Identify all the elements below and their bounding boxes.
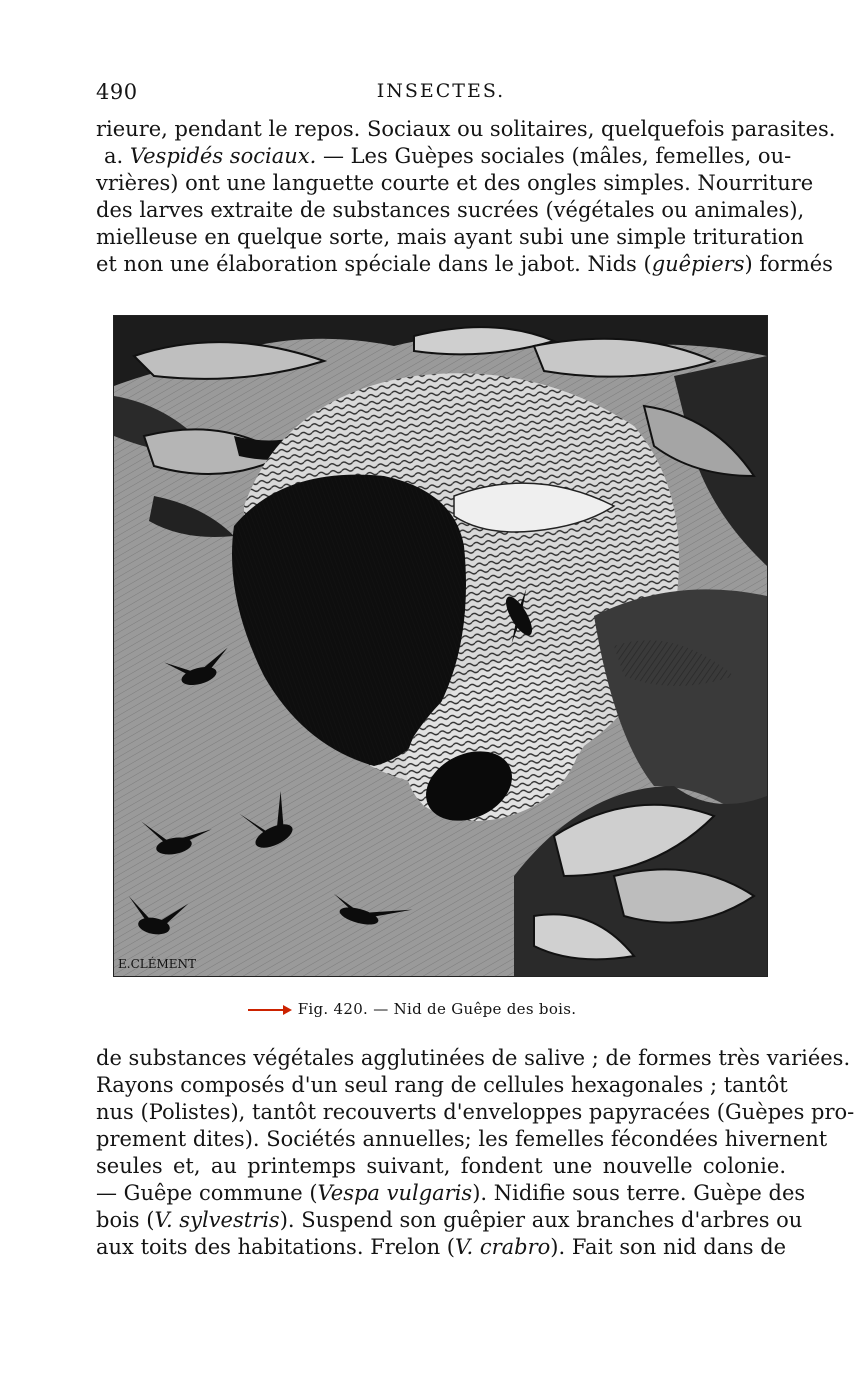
italic-term: guêpiers	[651, 252, 745, 276]
italic-term: V. sylvestris	[154, 1208, 280, 1232]
artist-signature: E.CLÉMENT	[118, 957, 197, 971]
text-line: mielleuse en quelque sorte, mais ayant subi une simple trituration	[96, 225, 804, 249]
text-line: des larves extraite de substances sucrées (végétales ou animales),	[96, 198, 805, 222]
text-line: bois (V. sylvestris). Suspend son guêpier aux branches d'arbres ou	[96, 1208, 803, 1232]
caption-text: Fig. 420. — Nid de Guêpe des bois.	[297, 1000, 577, 1018]
text-line: Rayons composés d'un seul rang de cellules hexagonales ; tantôt	[96, 1073, 788, 1097]
body-text-bottom	[96, 1045, 854, 1261]
text-line: prement dites). Sociétés annuelles; les femelles fécondées hivernent	[96, 1127, 828, 1151]
text-line: aux toits des habitations. Frelon (V. crabro). Fait son nid dans de	[96, 1235, 787, 1259]
text-line: vrières) ont une languette courte et des ongles simples. Nourriture	[96, 171, 814, 195]
page-number: 490	[96, 80, 138, 104]
arrow-icon	[248, 1005, 292, 1015]
figure-caption	[0, 1000, 824, 1018]
text-line: et non une élaboration spéciale dans le jabot. Nids (guêpiers) formés	[96, 252, 833, 276]
italic-term: Vespa vulgaris	[317, 1181, 473, 1205]
text-line: — Guêpe commune (Vespa vulgaris). Nidifie sous terre. Guèpe des	[96, 1181, 806, 1205]
italic-term: Vespidés sociaux.	[129, 144, 317, 168]
body-text-top	[96, 116, 836, 278]
text-line: de substances végétales agglutinées de salive ; de formes très variées.	[96, 1046, 851, 1070]
text-line: a. Vespidés sociaux. — Les Guèpes sociales (mâles, femelles, ou-	[104, 144, 792, 168]
text-line: rieure, pendant le repos. Sociaux ou solitaires, quelquefois parasites.	[96, 117, 836, 141]
wasp-nest-engraving	[113, 315, 768, 977]
text-line: nus (Polistes), tantôt recouverts d'enveloppes papyracées (Guèpes pro-	[96, 1100, 854, 1124]
page-header	[96, 80, 786, 110]
italic-term: V. crabro	[454, 1235, 551, 1259]
running-head: INSECTES.	[376, 80, 506, 102]
text-line: seules et, au printemps suivant, fondent une nouvelle colonie.	[96, 1154, 786, 1178]
